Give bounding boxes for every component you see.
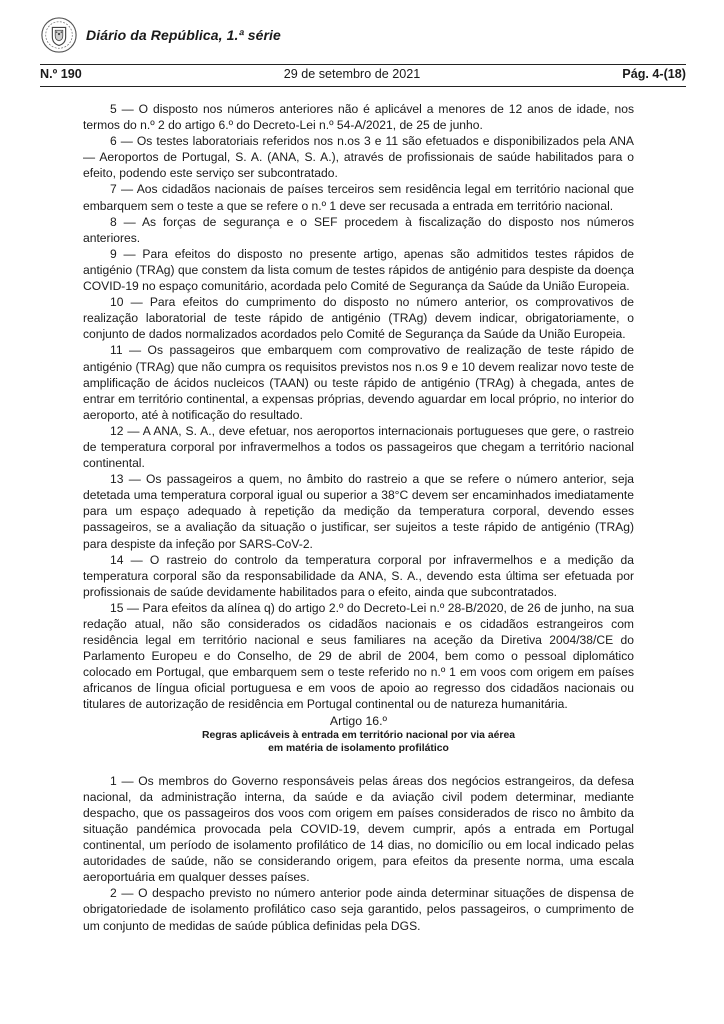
paragraph-15: 15 — Para efeitos da alínea q) do artigo 2.º do Decreto-Lei n.º 28-B/2020, de 26 de junho, na sua redação atual, não são considerados os cidadãos nacionais e os cidadãos estrangeiros com residência legal em território nacional e seus familiares na aceção da Diretiva 2004/38/CE do Parlamento Europeu e do Conselho, de 29 de abril de 2004, bem como o pessoal diplomático colocado em Portugal, que embarquem sem o teste referido no n.º 1 em voos com origem em países africanos de língua oficial portuguesa e em voos de apoio ao regresso dos cidadãos nacionais ou titulares de autorização de residência em Portugal continental ou de natureza humanitária.	[83, 600, 634, 712]
article-paragraph-1: 1 — Os membros do Governo responsáveis pelas áreas dos negócios estrangeiros, da defesa nacional, da administração interna, da saúde e da aviação civil podem determinar, mediante despacho, que os passageiros dos voos com origem em países considerados de risco no âmbito da situação pandémica provocada pela COVID-19, devem cumprir, após a entrada em Portugal continental, um período de isolamento profilático de 14 dias, no domicílio ou em local indicado pelas autoridades de saúde, não se considerando origem, para efeitos da presente norma, uma escala aeroportuária em qualquer desses países.	[83, 773, 634, 885]
header-rule-top	[40, 64, 686, 65]
paragraph-8: 8 — As forças de segurança e o SEF procedem à fiscalização do disposto nos números anteriores.	[83, 214, 634, 245]
paragraph-13: 13 — Os passageiros a quem, no âmbito do rastreio a que se refere o número anterior, seja detetada uma temperatura corporal igual ou superior a 38°C devem ser encaminhados imediatamente para um espaço adequado à repetição da medição da temperatura corporal, devendo esses passageiros, se a avaliação da situação o justificar, ser sujeitos a teste rápido de antigénio (TRAg) para despiste da infeção por SARS-CoV-2.	[83, 472, 634, 551]
article-paragraph-2: 2 — O despacho previsto no número anterior pode ainda determinar situações de dispensa de obrigatoriedade de isolamento profilático caso seja garantido, pelos passageiros, o cumprimento de um conjunto de medidas de saúde pública definidas pela DGS.	[83, 886, 634, 933]
paragraph-11: 11 — Os passageiros que embarquem com comprovativo de realização de teste rápido de antigénio (TRAg) que não cumpra os requisitos previstos nos n.os 9 e 10 devem realizar novo teste de amplificação de ácidos nucleicos (TAAN) ou teste rápido de antigénio (TRAg) à chegada, antes de entrar em território continental, a expensas próprias, devendo aguardar em local próprio, no interior do aeroporto, até à notificação do resultado.	[83, 343, 634, 422]
coat-of-arms-icon	[40, 16, 78, 54]
page-number: Pág. 4-(18)	[622, 67, 686, 81]
paragraph-7: 7 — Aos cidadãos nacionais de países terceiros sem residência legal em território nacional que embarquem sem o teste a que se refere o n.º 1 deve ser recusada a entrada em território nacional.	[83, 182, 634, 213]
paragraph-9: 9 — Para efeitos do disposto no presente artigo, apenas são admitidos testes rápidos de antigénio (TRAg) que constem da lista comum de testes rápidos de antigénio para despiste da doença COVID-19 no espaço comunitário, acordada pelo Comité de Segurança da Saúde da União Europeia.	[83, 246, 634, 294]
masthead	[40, 16, 281, 54]
issue-line	[40, 67, 686, 81]
document-body	[83, 101, 634, 934]
article-subtitle	[83, 729, 634, 755]
paragraph-12: 12 — A ANA, S. A., deve efetuar, nos aeroportos internacionais portugueses que gere, o rastreio de temperatura corporal por infravermelhos a todos os passageiros que chegam a território nacional continental.	[83, 423, 634, 471]
paragraph-6: 6 — Os testes laboratoriais referidos nos n.os 3 e 11 são efetuados e disponibilizados pela ANA — Aeroportos de Portugal, S. A. (ANA, S. A.), através de profissionais de saúde habilitados para o efeito, podendo este serviço ser subcontratado.	[83, 134, 634, 181]
article-subtitle-line-1: Regras aplicáveis à entrada em território nacional por via aérea	[201, 729, 515, 741]
article-subtitle-line-2: em matéria de isolamento profilático	[268, 742, 449, 754]
issue-number: N.º 190	[40, 67, 82, 81]
publication-title: Diário da República, 1.ª série	[86, 27, 281, 43]
article-title: Artigo 16.º	[329, 713, 388, 728]
paragraph-5: 5 — O disposto nos números anteriores não é aplicável a menores de 12 anos de idade, nos termos do n.º 2 do artigo 6.º do Decreto-Lei n.º 54-A/2021, de 25 de junho.	[83, 102, 634, 133]
paragraph-10: 10 — Para efeitos do cumprimento do disposto no número anterior, os comprovativos de realização laboratorial de teste rápido de antigénio (TRAg) devem indicar, obrigatoriamente, o conjunto de dados normalizados acordados pelo Comité de Segurança da Saúde da União Europeia.	[83, 295, 634, 342]
paragraph-14: 14 — O rastreio do controlo da temperatura corporal por infravermelhos e a medição da temperatura corporal são da responsabilidade da ANA, S. A., devendo esta última ser efetuada por profissionais de saúde devidamente habilitados para o efeito, ainda que subcontratados.	[83, 552, 634, 599]
issue-date: 29 de setembro de 2021	[283, 67, 421, 81]
header-rule-bottom	[40, 86, 686, 87]
